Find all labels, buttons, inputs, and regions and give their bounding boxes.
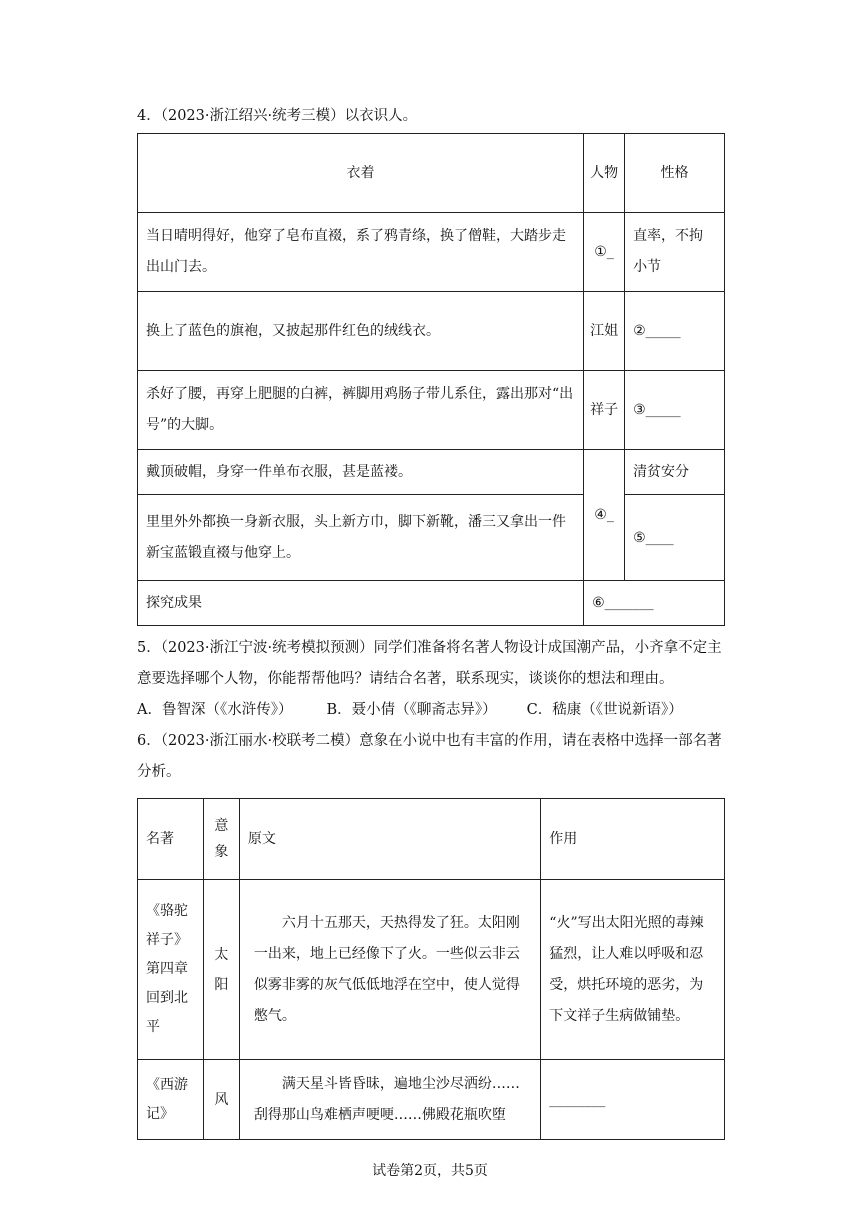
q6-text-cell: 满天星斗皆昏昧，遍地尘沙尽洒纷……刮得那山鸟难栖声哽哽……佛殿花瓶吹堕 [239, 1060, 540, 1140]
table-row [138, 213, 725, 292]
q6-header-text: 原文 [239, 799, 540, 880]
q5-option-c[interactable]: C．嵇康（《世说新语》） [526, 702, 683, 718]
q6-header-effect: 作用 [541, 799, 725, 880]
q6-effect-cell: “火”写出太阳光照的毒辣猛烈，让人难以呼吸和忍受，烘托环境的恶劣，为下文祥子生病做铺垫。 [541, 880, 725, 1060]
q4-trait-cell: 清贫安分 [625, 450, 725, 495]
q4-trait-blank[interactable]: ③_____ [625, 371, 725, 450]
table-row [138, 371, 725, 450]
q4-person-blank[interactable]: ①_ [584, 213, 625, 292]
q4-header-row [138, 134, 725, 213]
q5-text: 5．（2023·浙江宁波·统考模拟预测）同学们准备将名著人物设计成国潮产品，小齐拿不定主意要选择哪个人物，你能帮帮他吗？请结合名著，联系现实，谈谈你的想法和理由。 [137, 640, 722, 687]
q6-effect-blank[interactable]: ________ [541, 1060, 725, 1140]
table-row [138, 495, 725, 581]
q4-clothing-cell: 戴顶破帽，身穿一件单布衣服，甚是蓝褛。 [138, 450, 584, 495]
question-4-title [137, 101, 727, 132]
q6-table [137, 798, 725, 1140]
q4-clothing-cell: 里里外外都换一身新衣服，头上新方巾，脚下新靴，潘三又拿出一件新宝蓝锻直裰与他穿上。 [138, 495, 584, 581]
question-5 [137, 633, 727, 788]
q4-person-cell: 江姐 [584, 292, 625, 371]
q6-book-cell: 《骆驼祥子》第四章回到北平 [138, 880, 204, 1060]
q5-option-a[interactable]: A．鲁智深（《水浒传》） [137, 702, 293, 718]
q4-header-person: 人物 [584, 134, 625, 213]
q6-header-image: 意象 [203, 799, 239, 880]
q6-image-cell: 太阳 [203, 880, 239, 1060]
q4-result-blank[interactable]: ⑥_______ [584, 581, 725, 626]
q4-title-text: 4．（2023·浙江绍兴·统考三模）以衣识人。 [137, 108, 418, 124]
table-row [138, 581, 725, 626]
q5-options [137, 695, 727, 726]
table-row [138, 292, 725, 371]
q5-option-b[interactable]: B．聂小倩（《聊斋志异》） [326, 702, 497, 718]
q6-header-row [138, 799, 725, 880]
table-row [138, 880, 725, 1060]
q4-header-clothing: 衣着 [138, 134, 584, 213]
q4-trait-cell: 直率，不拘小节 [625, 213, 725, 292]
q4-clothing-cell: 换上了蓝色的旗袍，又披起那件红色的绒线衣。 [138, 292, 584, 371]
q4-table [137, 133, 725, 626]
q6-book-cell: 《西游记》 [138, 1060, 204, 1140]
q4-clothing-cell: 杀好了腰，再穿上肥腿的白裤，裤脚用鸡肠子带儿系住，露出那对“出号”的大脚。 [138, 371, 584, 450]
q6-header-book: 名著 [138, 799, 204, 880]
q4-header-trait: 性格 [625, 134, 725, 213]
q6-text: 6．（2023·浙江丽水·校联考二模）意象在小说中也有丰富的作用，请在表格中选择一部名著分析。 [137, 733, 722, 780]
q4-person-cell: 祥子 [584, 371, 625, 450]
table-row [138, 450, 725, 495]
q4-trait-blank[interactable]: ⑤____ [625, 495, 725, 581]
page-footer: 试卷第2页，共5页 [372, 1163, 488, 1179]
q6-text-cell: 六月十五那天，天热得发了狂。太阳刚一出来，地上已经像下了火。一些似云非云似雾非雾的灰气低低地浮在空中，使人觉得憋气。 [239, 880, 540, 1060]
q4-trait-blank[interactable]: ②_____ [625, 292, 725, 371]
table-row [138, 1060, 725, 1140]
q4-clothing-cell: 当日晴明得好，他穿了皂布直裰，系了鸦青绦，换了僧鞋，大踏步走出山门去。 [138, 213, 584, 292]
q4-result-label: 探究成果 [138, 581, 584, 626]
q4-person-blank[interactable]: ④_ [584, 450, 625, 581]
q6-image-cell: 风 [203, 1060, 239, 1140]
